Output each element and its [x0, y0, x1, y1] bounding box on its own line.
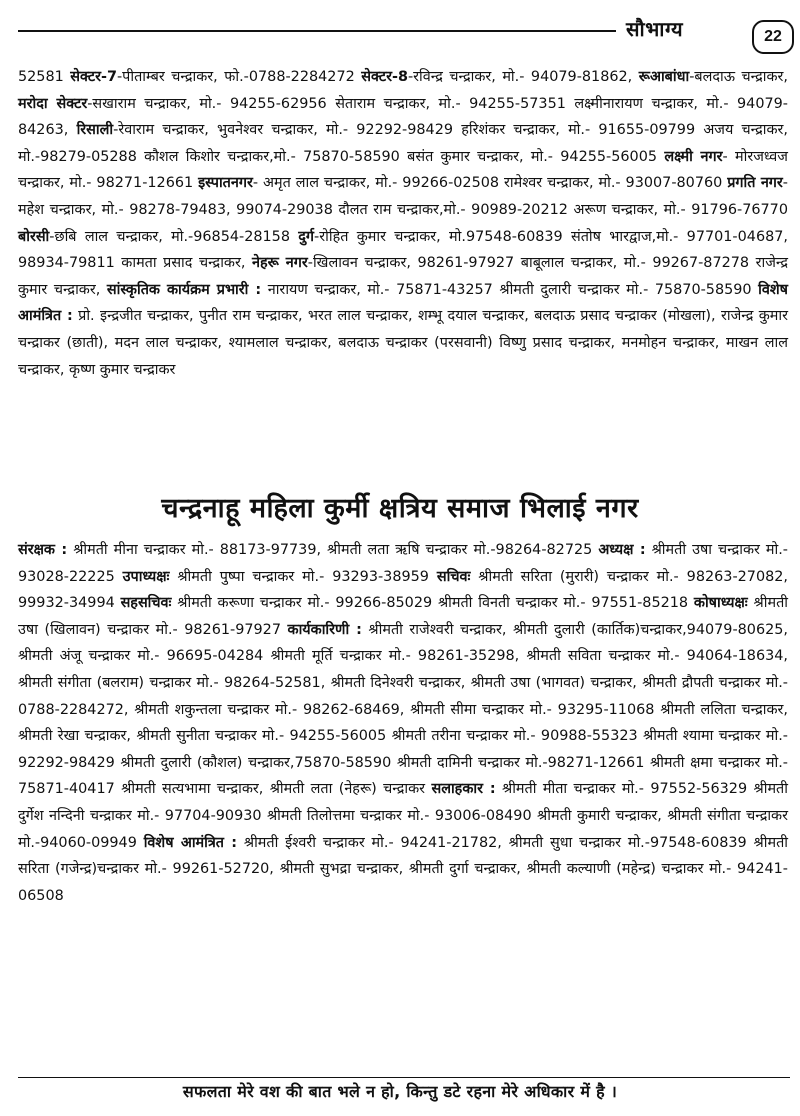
member-text: -पीताम्बर चन्द्राकर, फो.-0788-2284272: [116, 69, 362, 85]
role-label: बोरसी: [18, 228, 50, 245]
member-text: प्रो. इन्द्रजीत चन्द्राकर, पुनीत राम चन्द्राकर, भरत लाल चन्द्राकर, शम्भू दयाल चन्द्राकर, बलदाऊ प्रसाद चन्द्राकर (मोखला), राजेन्द्र कुमार चन्द्राकर (छाती), मदन लाल चन्द्राकर, श्यामलाल चन्द्राकर, बलदाऊ चन्द्राकर (परसवानी) विष्णु प्रसाद चन्द्राकर, मनमोहन चन्द्राकर, माखन लाल चन्द्राकर, कृष्ण कुमार चन्द्राकर: [18, 308, 788, 378]
role-label: सचिवः: [436, 568, 471, 585]
role-label: कोषाध्यक्षः: [693, 595, 748, 612]
role-label: सेक्टर-7: [70, 69, 117, 85]
role-label: दुर्ग: [298, 228, 315, 245]
role-label: सांस्कृतिक कार्यक्रम प्रभारी :: [106, 281, 262, 298]
running-title: सौभाग्य: [626, 17, 684, 41]
member-text: -बलदाऊ चन्द्राकर,: [689, 69, 788, 85]
role-label: रिसाली: [76, 122, 114, 139]
member-text: श्रीमती ईश्वरी चन्द्राकर मो.- 94241-21782, श्रीमती सुधा चन्द्राकर मो.-97548-60839 श्रीमती सरिता (गजेन्द्र)चन्द्राकर मो.- 99261-52720, श्रीमती सुभद्रा चन्द्राकर, श्रीमती दुर्गा चन्द्राकर, श्रीमती कल्याणी (महेन्द्र) चन्द्राकर मो.- 94241-06508: [18, 834, 788, 904]
member-text: -रेवाराम चन्द्राकर, भुवनेश्वर चन्द्राकर, मो.- 92292-98429 हरिशंकर चन्द्राकर, मो.- 91655-09799 अजय चन्द्राकर, मो.-98279-05288 कौशल किशोर चन्द्राकर,मो.- 75870-58590 बसंत कुमार चन्द्राकर, मो.- 94255-56005: [18, 122, 788, 165]
role-label: मरोदा सेक्टर: [18, 95, 88, 112]
role-label: सेक्टर-8: [361, 69, 408, 85]
header-rule: [18, 30, 616, 32]
member-text: -छबि लाल चन्द्राकर, मो.-96854-28158: [49, 228, 299, 245]
role-label: रूआबांधा: [638, 69, 690, 85]
page-number: 22: [752, 20, 794, 54]
role-label: कार्यकारिणी :: [287, 621, 362, 638]
footer-quote: सफलता मेरे वश की बात भले न हो, किन्तु डटे रहना मेरे अधिकार में है ।: [182, 1082, 618, 1101]
role-label: सहसचिवः: [120, 595, 172, 612]
role-label: विशेष आमंत्रित :: [143, 834, 238, 851]
section-heading: चन्द्रनाहू महिला कुर्मी क्षत्रिय समाज भिलाई नगर: [161, 493, 639, 524]
member-text: श्रीमती उषा चन्द्राकर मो.- 93028-22225: [18, 542, 789, 585]
member-text: श्रीमती उषा (खिलावन) चन्द्राकर मो.- 98261-97927: [18, 595, 788, 638]
member-text: - महेश चन्द्राकर, मो.- 98278-79483, 99074-29038 दौलत राम चन्द्राकर,मो.- 90989-20212 अरूण चन्द्राकर, मो.- 91796-76770: [18, 175, 788, 218]
role-label: उपाध्यक्षः: [122, 568, 170, 585]
footer-rule: [18, 1077, 790, 1078]
member-text: श्रीमती मीता चन्द्राकर मो.- 97552-56329 श्रीमती दुर्गेश नन्दिनी चन्द्राकर मो.- 97704-90930 श्रीमती तिलोत्तमा चन्द्राकर मो.- 93006-08490 श्रीमती कुमारी चन्द्राकर, श्रीमती संगीता चन्द्राकर मो.-94060-09949: [18, 781, 788, 851]
member-text: -रविन्द्र चन्द्राकर, मो.- 94079-81862,: [407, 69, 639, 85]
role-label: नेहरू नगर: [251, 255, 308, 272]
role-label: अध्यक्ष :: [598, 542, 646, 558]
member-list-section-1: [18, 64, 788, 383]
member-text: श्रीमती मीना चन्द्राकर मो.- 88173-97739, श्रीमती लता ऋषि चन्द्राकर मो.-98264-82725: [67, 542, 599, 558]
member-text: - मोरजध्वज चन्द्राकर, मो.- 98271-12661: [18, 148, 788, 192]
member-text: श्रीमती राजेश्वरी चन्द्राकर, श्रीमती दुलारी (कार्तिक)चन्द्राकर,94079-80625, श्रीमती अंजू चन्द्राकर मो.- 96695-04284 श्रीमती मूर्ति चन्द्राकर मो.- 98261-35298, श्रीमती सविता चन्द्राकर मो.- 94064-18634, श्रीमती संगीता (बलराम) चन्द्राकर मो.- 98264-52581, श्रीमती दिनेश्वरी चन्द्राकर, श्रीमती उषा (भागवत) चन्द्राकर, श्रीमती द्रौपती चन्द्राकर मो.- 0788-2284272, श्रीमती शकुन्तला चन्द्राकर मो.- 98262-68469, श्रीमती सीमा चन्द्राकर मो.- 93295-11068 श्रीमती ललिता चन्द्राकर, श्रीमती रेखा चन्द्राकर, श्रीमती सुनीता चन्द्राकर मो.- 94255-56005 श्रीमती तरीना चन्द्राकर मो.- 90988-55323 श्रीमती श्यामा चन्द्राकर मो.- 92292-98429 श्रीमती दुलारी (कौशल) चन्द्राकर,75870-58590 श्रीमती दामिनी चन्द्राकर मो.-98271-12661 श्रीमती क्षमा चन्द्राकर मो.- 75871-40417 श्रीमती सत्यभामा चन्द्राकर, श्रीमती लता (नेहरू) चन्द्राकर: [18, 621, 788, 798]
member-text: नारायण चन्द्राकर, मो.- 75871-43257 श्रीमती दुलारी चन्द्राकर मो.- 75870-58590: [261, 281, 759, 298]
member-text: - अमृत लाल चन्द्राकर, मो.- 99266-02508 रामेश्वर चन्द्राकर, मो.- 93007-80760: [252, 175, 728, 192]
role-label: इस्पातनगर: [198, 175, 253, 192]
role-label: सलाहकार :: [431, 781, 496, 798]
role-label: प्रगति नगर: [727, 175, 783, 192]
member-text: -रोहित कुमार चन्द्राकर, मो.97548-60839 संतोष भारद्वाज,मो.- 97701-04687, 98934-79811 कामता प्रसाद चन्द्राकर,: [18, 228, 788, 272]
member-text: -खिलावन चन्द्राकर, 98261-97927 बाबूलाल चन्द्राकर, मो.- 99267-87278 राजेन्द्र कुमार चन्द्राकर,: [18, 255, 789, 298]
member-list-section-2: [18, 537, 788, 909]
member-text: -सखाराम चन्द्राकर, मो.- 94255-62956 सेताराम चन्द्राकर, मो.- 94255-57351 लक्ष्मीनारायण चन्द्राकर, मो.- 94079-84263,: [18, 95, 788, 139]
role-label: विशेष आमंत्रित :: [18, 281, 788, 325]
member-text: श्रीमती करूणा चन्द्राकर मो.- 99266-85029 श्रीमती विनती चन्द्राकर मो.- 97551-85218: [171, 595, 694, 612]
member-text: 52581: [18, 69, 71, 85]
role-label: लक्ष्मी नगर: [664, 148, 723, 165]
role-label: संरक्षक :: [18, 542, 68, 558]
member-text: श्रीमती सरिता (मुरारी) चन्द्राकर मो.- 98263-27082, 99932-34994: [18, 568, 788, 612]
member-text: श्रीमती पुष्पा चन्द्राकर मो.- 93293-38959: [169, 568, 437, 585]
